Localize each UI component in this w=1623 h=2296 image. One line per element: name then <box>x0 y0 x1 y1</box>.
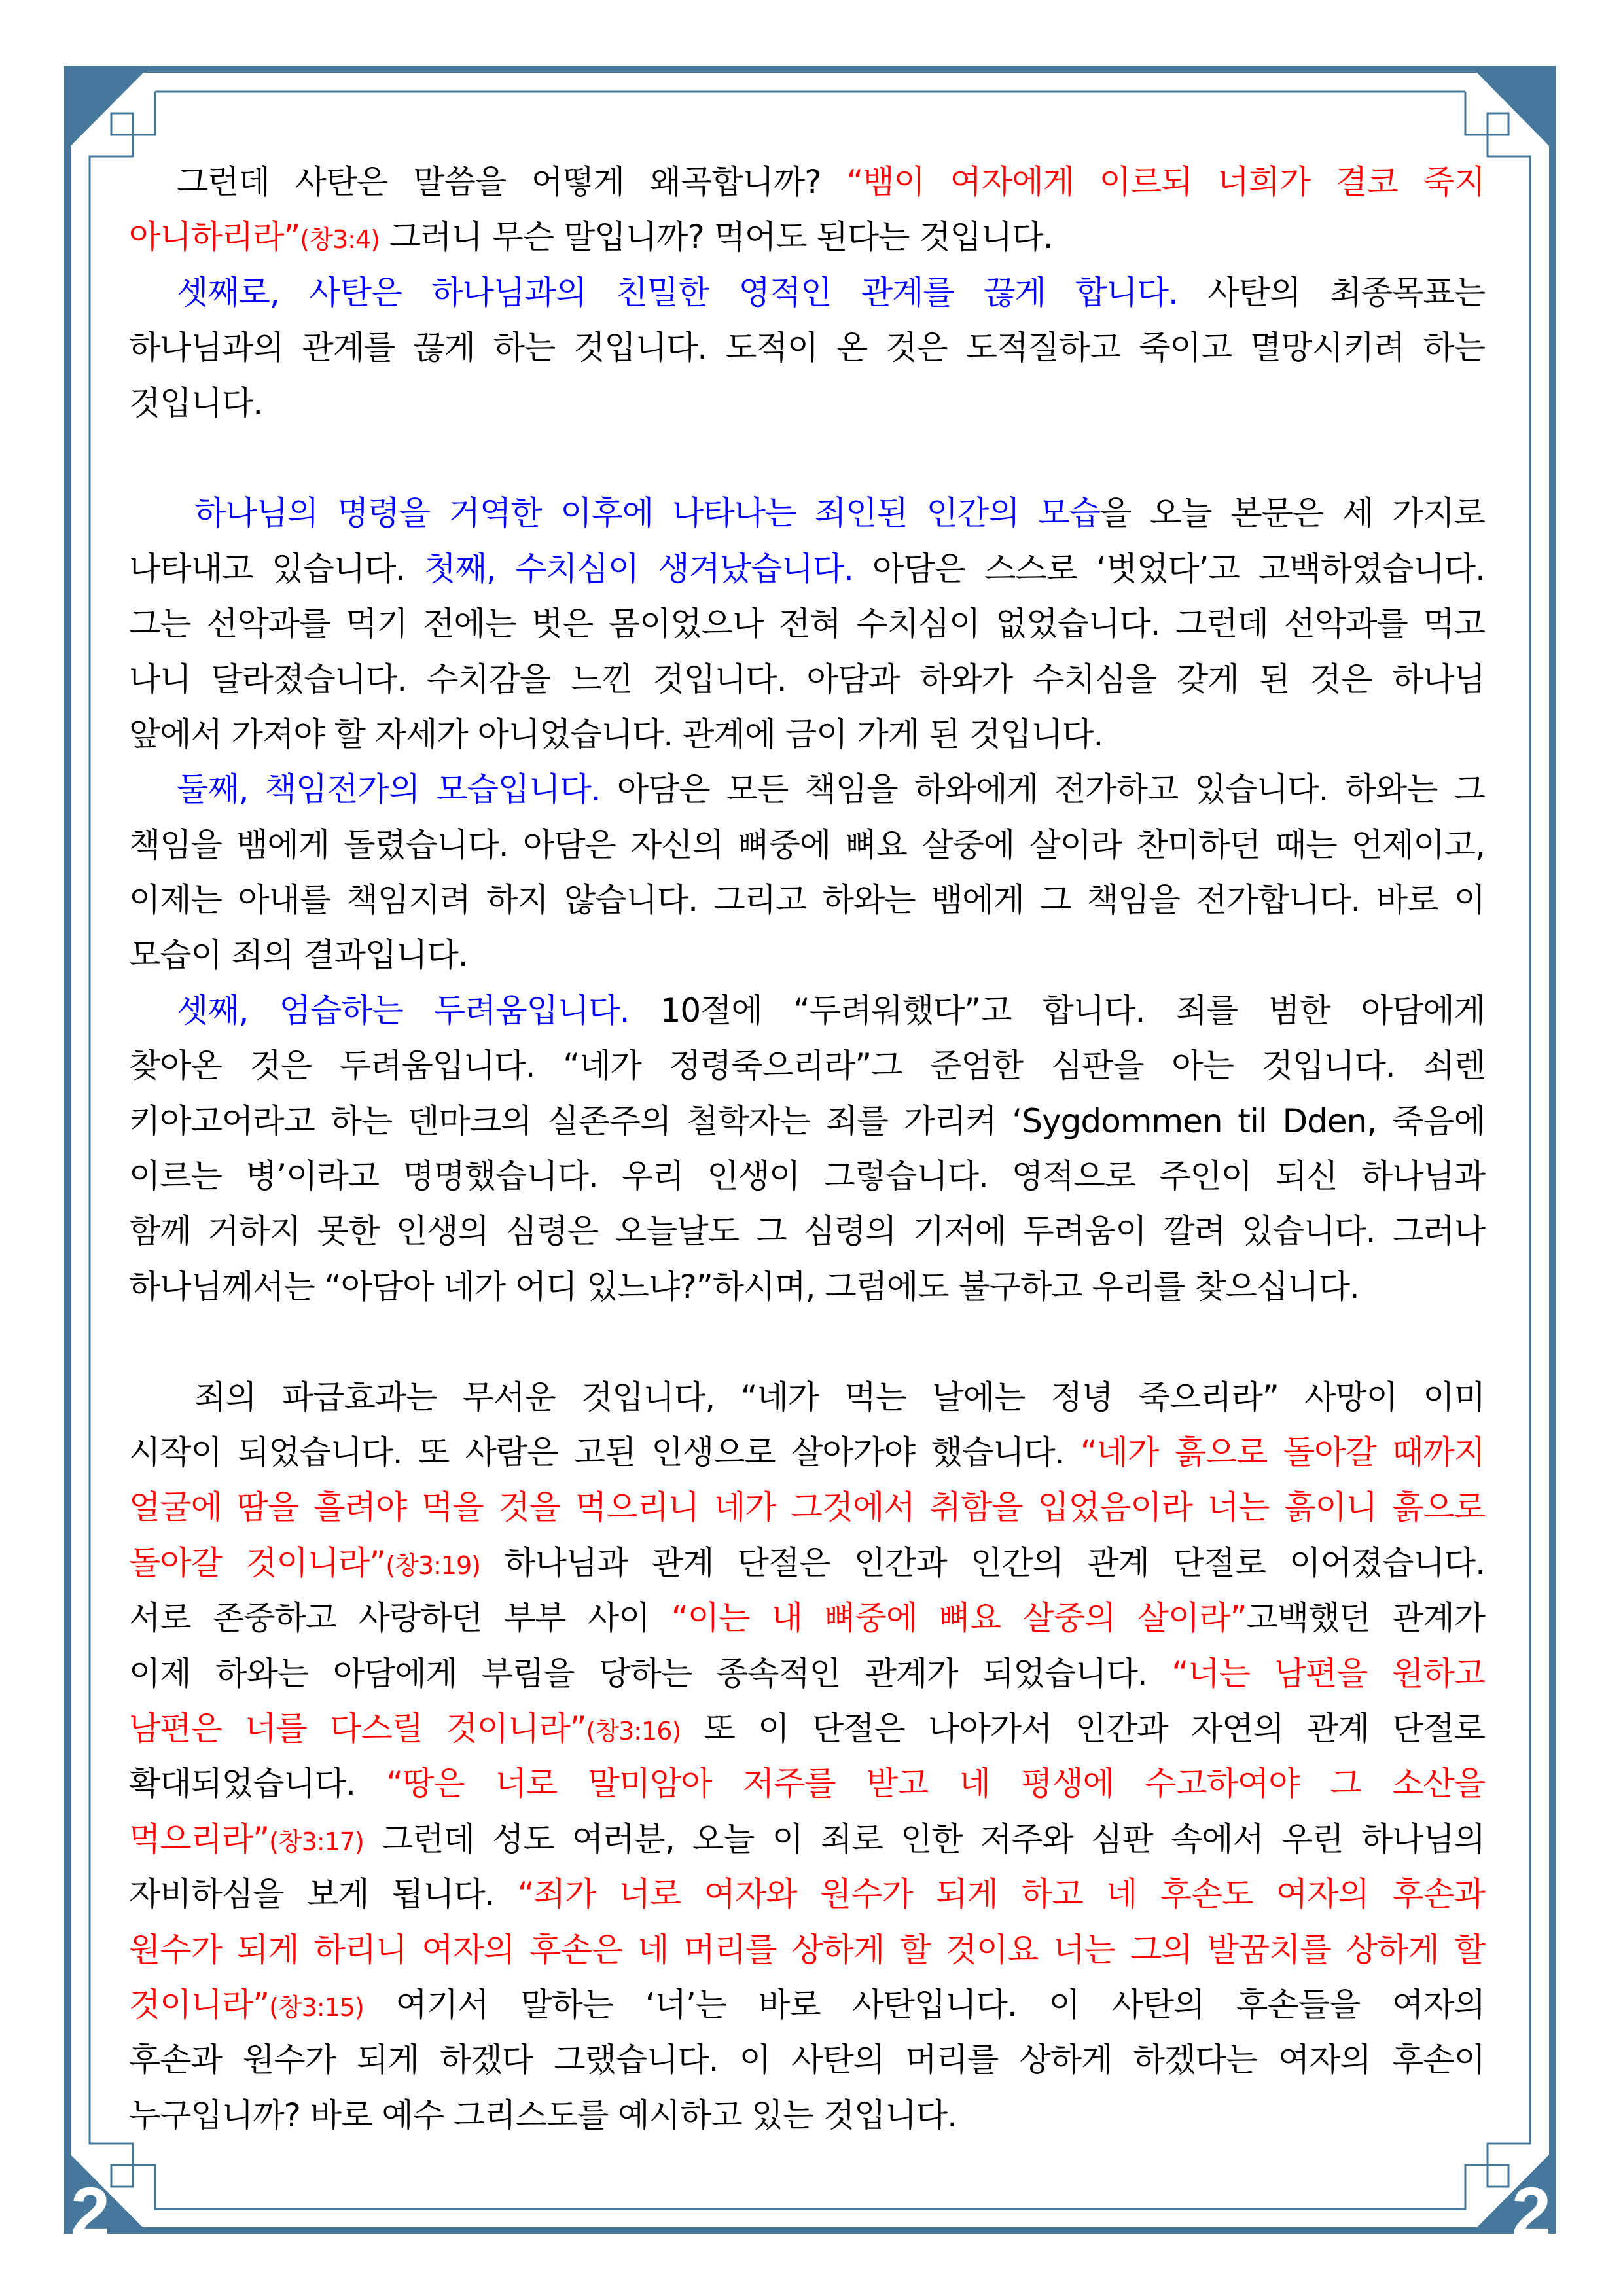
paragraph-p1 <box>129 154 1485 265</box>
scripture-quote: “너는 남편을 원하고 <box>1171 1654 1485 1693</box>
text-line <box>129 1149 1485 1204</box>
scripture-quote: 얼굴에 땀을 흘려야 먹을 것을 먹으리니 네가 그것에서 취함을 입었음이라 너는 흙이니 흙으로 <box>129 1488 1485 1527</box>
body-text: 또 이 단절은 나아가서 인간과 자연의 관계 단절로 <box>681 1709 1485 1748</box>
body-text: 이제 하와는 아담에게 부림을 당하는 종속적인 관계가 되었습니다. <box>129 1654 1172 1693</box>
section-heading: 첫째, 수치심이 생겨났습니다. <box>424 549 853 588</box>
page-number-left: 2 <box>71 2172 111 2251</box>
body-text: 것입니다. <box>129 384 263 422</box>
text-line <box>129 1259 1485 1314</box>
text-line <box>129 1535 1485 1590</box>
section-heading: 셋째로, 사탄은 하나님과의 친밀한 영적인 관계를 끊게 합니다. <box>177 273 1178 312</box>
body-text: 모습이 죄의 결과입니다. <box>129 936 468 975</box>
text-line <box>129 1977 1485 2032</box>
body-text: 그런데 사탄은 말씀을 어떻게 왜곡합니까? <box>177 163 847 201</box>
text-line <box>129 817 1485 872</box>
text-line <box>129 927 1485 982</box>
text-line <box>129 1646 1485 1701</box>
section-heading: 셋째, 엄습하는 두려움입니다. <box>177 991 630 1030</box>
body-text: 아담은 스스로 ‘벗었다’고 고백하였습니다. <box>853 549 1485 588</box>
text-line <box>129 1425 1485 1480</box>
body-text: 누구입니까? 바로 예수 그리스도를 예시하고 있는 것입니다. <box>129 2096 957 2134</box>
text-line <box>129 1094 1485 1149</box>
paragraph-p3 <box>129 486 1485 762</box>
paragraph-p6 <box>129 1370 1485 2143</box>
body-text: 함께 거하지 못한 인생의 심령은 오늘날도 그 심령의 기저에 두려움이 깔려 있습니다. 그러나 <box>129 1212 1485 1251</box>
scripture-quote: 돌아갈 것이니라” <box>129 1543 386 1582</box>
body-text: 그러니 무슨 말입니까? 먹어도 된다는 것입니다. <box>379 218 1053 257</box>
body-text: 키아고어라고 하는 덴마크의 실존주의 철학자는 죄를 가리켜 ‘Sygdommen til Dden, 죽음에 <box>129 1102 1485 1140</box>
body-text: 나타내고 있습니다. <box>129 549 425 588</box>
text-line <box>129 1038 1485 1093</box>
verse-reference: (창3:16) <box>586 1716 681 1746</box>
body-text: 사탄의 최종목표는 <box>1177 273 1485 312</box>
body-text: 이르는 병’이라고 명명했습니다. 우리 인생이 그렇습니다. 영적으로 주인이 되신 하나님과 <box>129 1157 1485 1196</box>
text-line <box>129 320 1485 375</box>
body-text: 고백했던 관계가 <box>1246 1599 1485 1638</box>
text-line <box>129 1590 1485 1645</box>
scripture-quote: 남편은 너를 다스릴 것이니라” <box>129 1709 586 1748</box>
text-line <box>129 1812 1485 1867</box>
paragraph-p5 <box>129 983 1485 1314</box>
text-line <box>129 486 1485 541</box>
text-line <box>129 1204 1485 1259</box>
body-text: 앞에서 가져야 할 자세가 아니었습니다. 관계에 금이 가게 된 것입니다. <box>129 715 1103 753</box>
scripture-quote: “뱀이 여자에게 이르되 너희가 결코 죽지 <box>846 163 1485 201</box>
text-line <box>129 541 1485 596</box>
scripture-quote: 아니하리라” <box>129 218 300 257</box>
body-text: 책임을 뱀에게 돌렸습니다. 아담은 자신의 뼈중에 뼈요 살중에 살이라 찬미하던 때는 언제이고, <box>129 825 1485 864</box>
page-number-right: 2 <box>1512 2172 1552 2251</box>
section-heading: 둘째, 책임전가의 모습입니다. <box>177 770 601 809</box>
verse-reference: (창3:19) <box>385 1551 480 1580</box>
scripture-quote: “죄가 너로 여자와 원수가 되게 하고 네 후손도 여자의 후손과 <box>517 1875 1485 1914</box>
body-text: 확대되었습니다. <box>129 1765 387 1803</box>
body-text: 후손과 원수가 되게 하겠다 그랬습니다. 이 사탄의 머리를 상하게 하겠다는 여자의 후손이 <box>129 2041 1485 2079</box>
text-line <box>129 265 1485 320</box>
text-line <box>129 1370 1485 1425</box>
text-line <box>129 707 1485 762</box>
body-text: 이제는 아내를 책임지려 하지 않습니다. 그리고 하와는 뱀에게 그 책임을 전가합니다. 바로 이 <box>129 881 1485 920</box>
blank-line <box>129 431 1485 486</box>
body-text: 자비하심을 보게 됩니다. <box>129 1875 518 1914</box>
scripture-quote: “이는 내 뼈중에 뼈요 살중의 살이라” <box>671 1599 1247 1638</box>
body-text: 죄의 파급효과는 무서운 것입니다, “네가 먹는 날에는 정녕 죽으리라” 사망이 이미 <box>194 1378 1485 1416</box>
scripture-quote: “땅은 너로 말미암아 저주를 받고 네 평생에 수고하여야 그 소산을 <box>386 1765 1485 1803</box>
body-text: 하나님과의 관계를 끊게 하는 것입니다. 도적이 온 것은 도적질하고 죽이고 멸망시키려 하는 <box>129 329 1485 367</box>
paragraph-p2 <box>129 265 1485 431</box>
body-text: 시작이 되었습니다. 또 사람은 고된 인생으로 살아가야 했습니다. <box>129 1433 1080 1471</box>
text-line <box>129 762 1485 817</box>
body-text: 아담은 모든 책임을 하와에게 전가하고 있습니다. 하와는 그 <box>600 770 1485 809</box>
text-line <box>129 652 1485 707</box>
body-text: 을 오늘 본문은 세 가지로 <box>1099 494 1485 533</box>
text-line <box>129 983 1485 1038</box>
text-line <box>129 596 1485 651</box>
verse-reference: (창3:15) <box>269 1992 364 2022</box>
text-line <box>129 2032 1485 2087</box>
text-line <box>129 1922 1485 1977</box>
scripture-quote: 먹으리라” <box>129 1820 270 1858</box>
body-text: 그런데 성도 여러분, 오늘 이 죄로 인한 저주와 심판 속에서 우린 하나님의 <box>363 1820 1485 1858</box>
text-line <box>129 154 1485 209</box>
text-line <box>129 1701 1485 1756</box>
text-line <box>129 209 1485 264</box>
text-line <box>129 376 1485 431</box>
paragraph-p4 <box>129 762 1485 983</box>
text-line <box>129 1480 1485 1535</box>
text-line <box>129 2088 1485 2143</box>
section-heading: 하나님의 명령을 거역한 이후에 나타나는 죄인된 인간의 모습 <box>194 494 1100 533</box>
body-text: 그는 선악과를 먹기 전에는 벗은 몸이었으나 전혀 수치심이 없었습니다. 그런데 선악과를 먹고 <box>129 605 1485 643</box>
scripture-quote: “네가 흙으로 돌아갈 때까지 <box>1080 1433 1485 1471</box>
text-line <box>129 1867 1485 1922</box>
body-text: 여기서 말하는 ‘너’는 바로 사탄입니다. 이 사탄의 후손들을 여자의 <box>363 1985 1485 2024</box>
body-text: 나니 달라졌습니다. 수치감을 느낀 것입니다. 아담과 하와가 수치심을 갖게 된 것은 하나님 <box>129 660 1485 698</box>
text-line <box>129 1756 1485 1811</box>
body-text: 하나님과 관계 단절은 인간과 인간의 관계 단절로 이어졌습니다. <box>480 1543 1485 1582</box>
body-text: 하나님께서는 “아담아 네가 어디 있느냐?”하시며, 그럼에도 불구하고 우리를 찾으십니다. <box>129 1267 1359 1306</box>
verse-reference: (창3:4) <box>300 225 380 255</box>
verse-reference: (창3:17) <box>269 1827 364 1856</box>
blank-line <box>129 1314 1485 1369</box>
scripture-quote: 원수가 되게 하리니 여자의 후손은 네 머리를 상하게 할 것이요 너는 그의 발꿈치를 상하게 할 <box>129 1930 1485 1969</box>
sermon-body <box>129 154 1485 2143</box>
body-text: 10절에 “두려워했다”고 합니다. 죄를 범한 아담에게 <box>629 991 1485 1030</box>
body-text: 찾아온 것은 두려움입니다. “네가 정령죽으리라”그 준엄한 심판을 아는 것입니다. 쇠렌 <box>129 1047 1485 1085</box>
text-line <box>129 872 1485 927</box>
scripture-quote: 것이니라” <box>129 1985 270 2024</box>
body-text: 서로 존중하고 사랑하던 부부 사이 <box>129 1599 671 1638</box>
